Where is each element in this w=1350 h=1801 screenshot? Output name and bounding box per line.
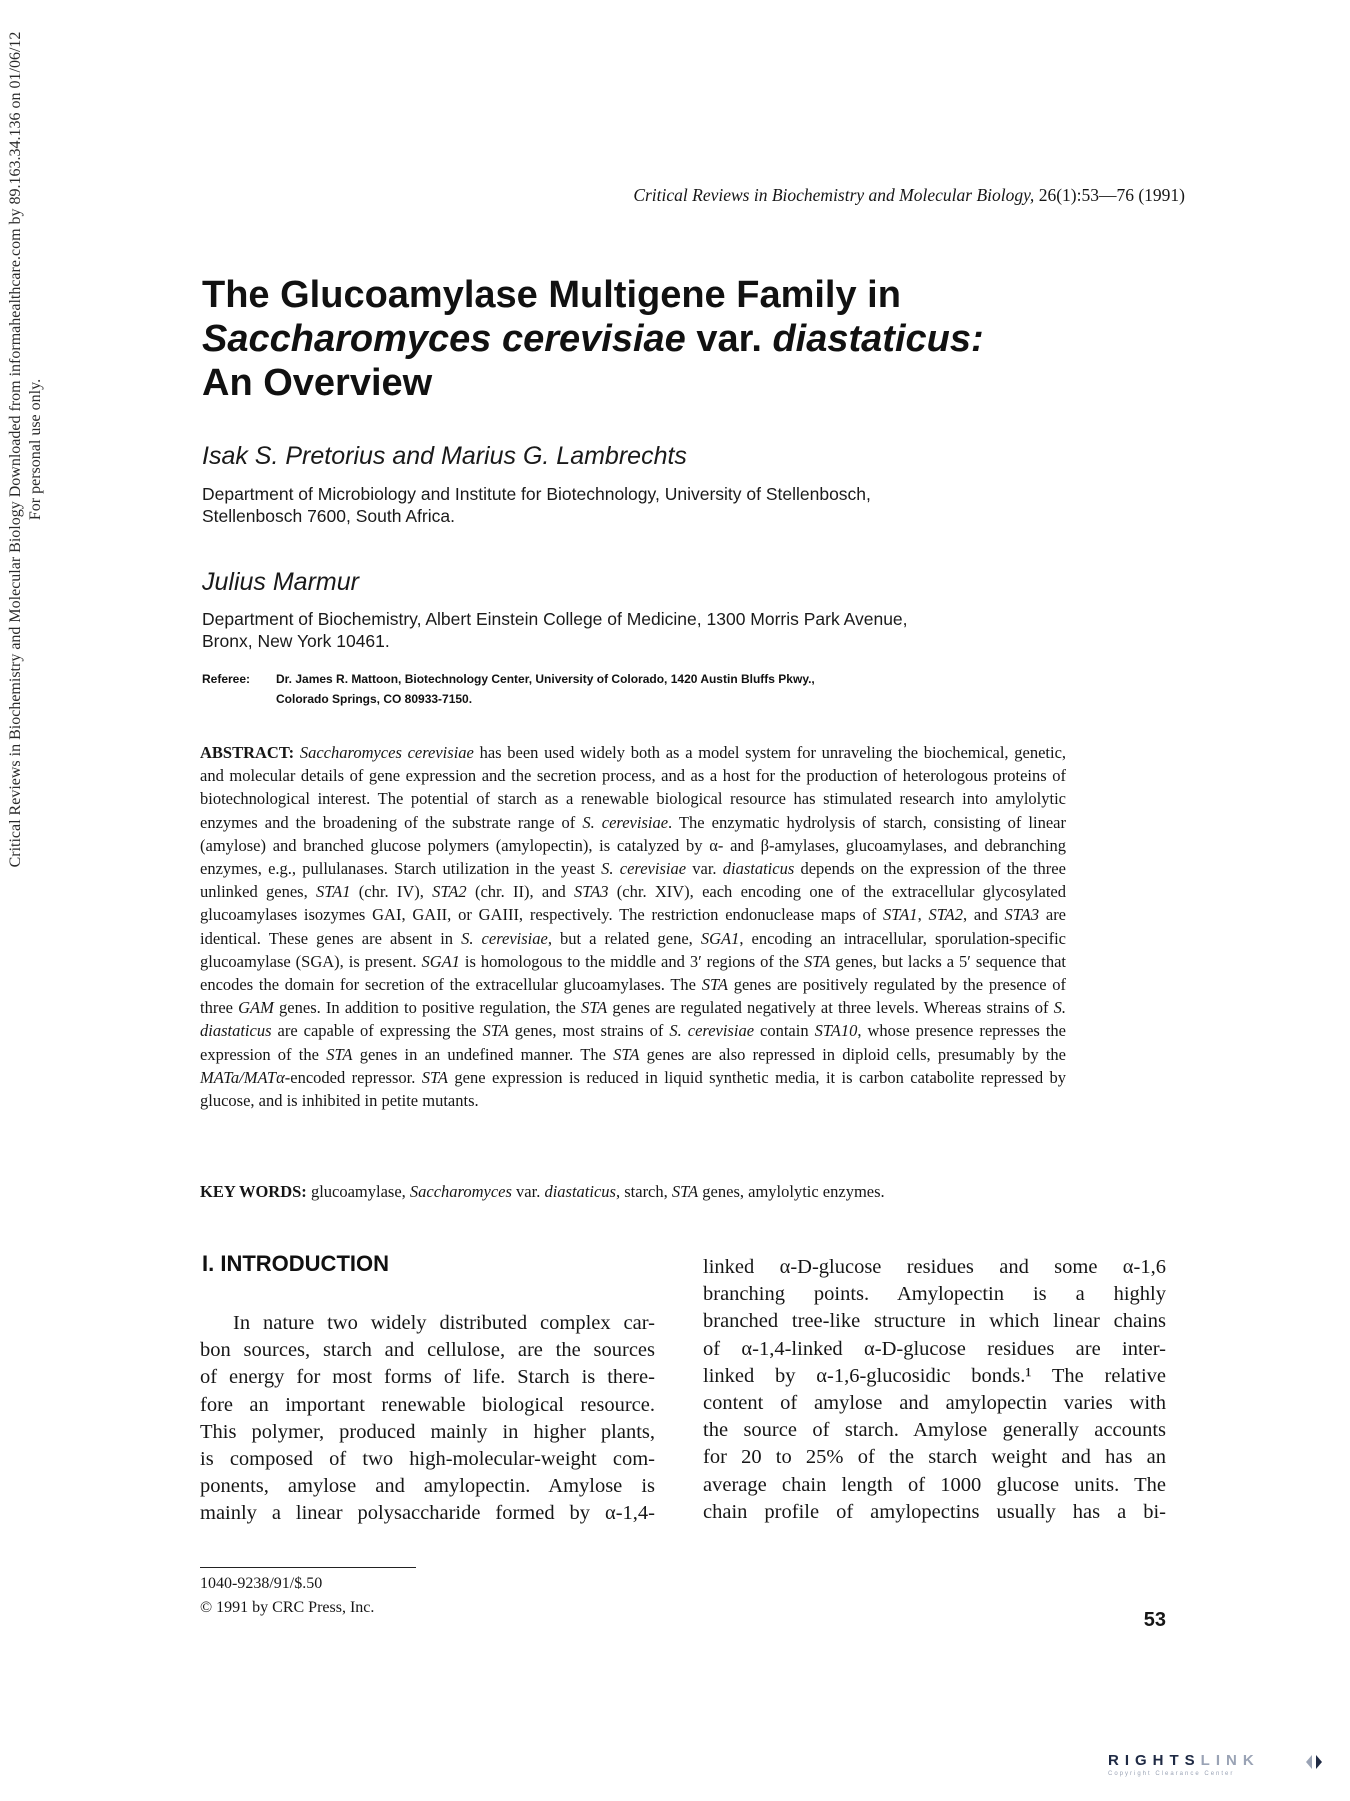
abstract-text-run: SGA1 <box>700 928 740 948</box>
abstract-text-run: STA <box>482 1021 509 1041</box>
abstract-text-run: STA10 <box>814 1021 858 1041</box>
abstract-text-run: STA2 <box>928 905 964 925</box>
intro-right-line: branching points. Amylopectin is a highly <box>703 1283 1166 1306</box>
issn-price: 1040-9238/91/$.50 <box>200 1575 323 1592</box>
referee-line2: Colorado Springs, CO 80933-7150. <box>276 692 473 706</box>
title-line3: An Overview <box>202 362 433 404</box>
abstract-text-run: -encoded repressor. <box>284 1067 422 1087</box>
journal-name: Critical Reviews in Biochemistry and Molecular Biology, <box>633 185 1035 205</box>
keywords-text-run: STA <box>671 1182 699 1201</box>
keywords-text-run: glucoamylase, <box>306 1182 410 1201</box>
abstract-text-run: genes are regulated negatively at three levels. Whereas strains of <box>607 998 1054 1018</box>
abstract-text-run: genes are also repressed in diploid cells, presumably by the <box>639 1044 1066 1064</box>
title-variety: diastaticus: <box>772 318 984 360</box>
abstract-text-run: STA3 <box>574 882 609 902</box>
running-head <box>200 185 1185 206</box>
intro-left-line: This polymer, produced mainly in higher plants, <box>200 1420 655 1443</box>
abstract-text-run: are identical. These genes are absent in <box>200 905 1067 948</box>
abstract-text-run: STA <box>701 975 728 995</box>
abstract-text-run: gene expression is reduced in liquid synthetic media, it is carbon catabolite repressed by glucose, and is inhibited in petite mutants. <box>200 1067 1066 1111</box>
abstract-text-run: genes. In addition to positive regulation, the <box>273 998 581 1018</box>
intro-right-line: the source of starch. Amylose generally accounts <box>703 1419 1166 1442</box>
intro-left-line: In nature two widely distributed complex car- <box>233 1312 655 1334</box>
affiliation-1 <box>202 483 1022 527</box>
abstract-text-run: genes in an undefined manner. The <box>352 1044 614 1064</box>
referee <box>202 669 815 709</box>
abstract-text-run: . The enzymatic hydrolysis of starch, consisting of linear (amylose) and branched glucose polymers (amylopectin), is catalyzed by α- and β-amylases, glucoamylases, and debranching enzymes, e.g., pullulanases. Starch utilization in the yeast <box>200 812 1066 879</box>
intro-left-line: ponents, amylose and amylopectin. Amylose is <box>200 1475 655 1498</box>
abstract-text-run: STA <box>326 1044 353 1064</box>
intro-right-line: branched tree-like structure in which linear chains <box>703 1310 1166 1333</box>
abstract-text-run: S. cerevisiae <box>601 859 687 879</box>
abstract-text-run: are capable of expressing the <box>271 1021 483 1041</box>
abstract-text-run: STA1 <box>315 882 351 902</box>
intro-right-line: linked by α-1,6-glucosidic bonds.¹ The relative <box>703 1364 1166 1387</box>
keywords-text-run: genes, amylolytic enzymes. <box>698 1182 885 1201</box>
abstract-text-run: depends on the expression of the three unlinked genes, <box>200 859 1066 902</box>
author-names-1: Isak S. Pretorius and Marius G. Lambrechts <box>202 442 687 470</box>
keywords-label: KEY WORDS: <box>200 1182 307 1201</box>
citation: 26(1):53—76 (1991) <box>1038 185 1185 205</box>
keywords-text-run: diastaticus <box>544 1182 616 1201</box>
intro-left-line: of energy for most forms of life. Starch is there- <box>200 1366 655 1389</box>
rightslink-word-link: LINK <box>1200 1752 1260 1769</box>
abstract <box>200 741 1066 1112</box>
abstract-text-run: STA1 <box>883 905 918 925</box>
author-names-2: Julius Marmur <box>202 568 359 596</box>
intro-right-line: of α-1,4-linked α-D-glucose residues are inter- <box>703 1337 1166 1360</box>
affiliation-1-line1: Department of Microbiology and Institute for Biotechnology, University of Stellenbosch, <box>202 484 871 504</box>
keywords <box>200 1180 1066 1203</box>
rightslink-tagline: Copyright Clearance Center <box>1108 1771 1235 1777</box>
title-line1: The Glucoamylase Multigene Family in <box>202 274 901 316</box>
intro-right-line: linked α-D-glucose residues and some α-1,6 <box>703 1256 1166 1278</box>
copyright: © 1991 by CRC Press, Inc. <box>200 1599 375 1616</box>
abstract-text-run: genes, but lacks a 5′ sequence that encodes the domain for secretion of the extracellular glucoamylases. The <box>200 951 1066 995</box>
abstract-text-run: S. cerevisiae <box>461 928 548 948</box>
abstract-text-run: S. diastaticus <box>200 998 1066 1041</box>
side-download-notice <box>6 0 86 1350</box>
intro-left-line: is composed of two high-molecular-weight com- <box>200 1448 655 1471</box>
abstract-text-run: STA <box>803 951 831 971</box>
intro-left-line: mainly a linear polysaccharide formed by α-1,4- <box>200 1502 655 1525</box>
abstract-text-run: , whose presence represses the expression of the <box>200 1021 1066 1064</box>
referee-label: Referee: <box>202 672 251 686</box>
intro-right-line: content of amylose and amylopectin varies with <box>703 1392 1166 1415</box>
abstract-text-run: STA2 <box>432 882 467 902</box>
intro-right-line: average chain length of 1000 glucose units. The <box>703 1473 1166 1496</box>
abstract-text-run: (chr. II), and <box>466 882 574 902</box>
intro-right-line: for 20 to 25% of the starch weight and has an <box>703 1446 1166 1469</box>
referee-line1: Dr. James R. Mattoon, Biotechnology Center, University of Colorado, 1420 Austin Bluffs Pkwy., <box>276 672 815 686</box>
footnote-rule <box>200 1567 416 1568</box>
side-notice-line2: For personal use only. <box>27 378 44 521</box>
abstract-text-run: , encoding an intracellular, sporulation-specific glucoamylase (SGA), is present. <box>200 928 1066 971</box>
abstract-text-run: , <box>917 905 929 925</box>
abstract-text-run: STA <box>421 1067 449 1087</box>
rightslink-logo[interactable] <box>1108 1752 1340 1788</box>
abstract-text-run: S. cerevisiae <box>669 1021 755 1041</box>
abstract-text-run: (chr. XIV), each encoding one of the extracellular glycosylated glucoamylases isozymes GAI, GAII, or GAIII, respectively. The restriction endonuclease maps of <box>200 882 1066 925</box>
abstract-text-run: , and <box>963 905 1005 925</box>
abstract-text-run: diastaticus <box>722 859 795 879</box>
title-species: Saccharomyces cerevisiae <box>202 318 686 360</box>
abstract-text-run: MATa/MATα <box>200 1067 285 1087</box>
abstract-body <box>200 743 1066 1110</box>
keywords-text-run: , starch, <box>615 1182 672 1201</box>
section-heading-introduction: I. INTRODUCTION <box>202 1251 389 1276</box>
abstract-text-run: STA3 <box>1004 905 1040 925</box>
abstract-text-run: GAM <box>238 998 274 1018</box>
abstract-text-run: has been used widely both as a model system for unraveling the biochemical, genetic, and molecular details of gene expression and the secretion process, and as a host for the production of heterologous proteins of biotechnological interest. The potential of starch as a renewable biological resource has stimulated research into amylolytic enzymes and the broadening of the substrate range of <box>200 743 1067 832</box>
keywords-text-run: var. <box>511 1182 545 1201</box>
abstract-text-run: , but a related gene, <box>547 928 701 948</box>
abstract-text-run: S. cerevisiae <box>582 812 669 832</box>
keywords-text-run: Saccharomyces <box>409 1182 512 1201</box>
abstract-text-run: is homologous to the middle and 3′ regions of the <box>459 951 804 971</box>
page-number: 53 <box>1143 1609 1166 1631</box>
abstract-text-run: (chr. IV), <box>350 882 433 902</box>
article-title <box>202 273 1162 405</box>
affiliation-2 <box>202 608 1022 652</box>
intro-left-line: bon sources, starch and cellulose, are the sources <box>200 1339 655 1362</box>
abstract-text-run: genes are positively regulated by the presence of three <box>200 975 1066 1018</box>
affiliation-1-line2: Stellenbosch 7600, South Africa. <box>202 506 455 526</box>
affiliation-2-line1: Department of Biochemistry, Albert Einstein College of Medicine, 1300 Morris Park Avenue, <box>202 609 908 629</box>
abstract-text-run: STA <box>613 1044 640 1064</box>
footnote <box>200 1572 374 1620</box>
abstract-text-run: contain <box>754 1021 815 1041</box>
intro-column-left <box>200 1310 655 1528</box>
rightslink-arrows-icon <box>1304 1752 1326 1772</box>
side-notice-line1: Critical Reviews in Biochemistry and Molecular Biology Downloaded from informahealthcare.com by 89.163.34.136 on 01/06/12 <box>7 31 24 868</box>
title-line2 <box>202 317 1162 361</box>
abstract-text-run: SGA1 <box>421 951 460 971</box>
abstract-label: ABSTRACT: <box>200 743 295 762</box>
abstract-text-run: Saccharomyces cerevisiae <box>299 743 474 762</box>
abstract-text-run: genes, most strains of <box>508 1021 670 1041</box>
abstract-text-run: STA <box>580 998 608 1018</box>
keywords-body <box>307 1182 885 1201</box>
rightslink-word-rights: RIGHTS <box>1108 1752 1201 1769</box>
title-var: var. <box>685 318 773 360</box>
abstract-text-run: var. <box>686 859 723 879</box>
affiliation-2-line2: Bronx, New York 10461. <box>202 631 390 651</box>
intro-column-right <box>703 1254 1166 1526</box>
intro-right-line: chain profile of amylopectins usually has a bi- <box>703 1500 1166 1523</box>
intro-left-line: fore an important renewable biological resource. <box>200 1393 655 1416</box>
